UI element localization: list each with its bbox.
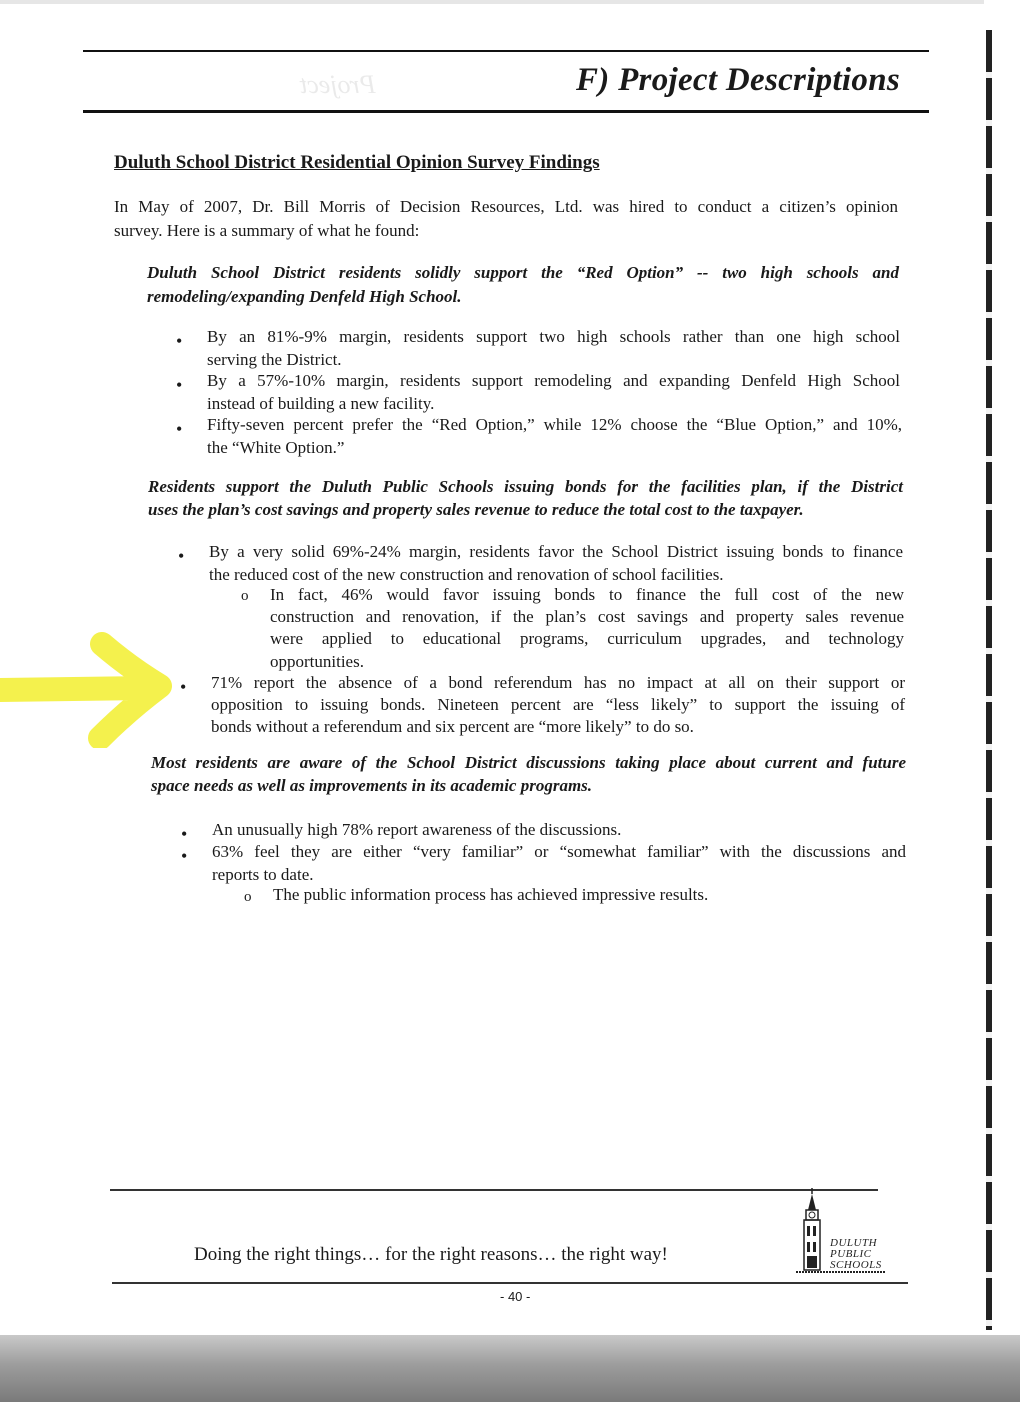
bullet-icon: • [181, 824, 188, 844]
logo-text [830, 1238, 882, 1271]
finding-1-bullet-1-line-2: serving the District. [207, 350, 342, 369]
spiral-binding [986, 30, 992, 1330]
finding-1-bullet-2-line-1: By a 57%-10% margin, residents support remodeling and expanding Denfeld High School [207, 371, 900, 390]
footer-tagline: Doing the right things… for the right reasons… the right way! [194, 1244, 668, 1265]
page-title: F) Project Descriptions [575, 62, 900, 98]
finding-2-bullet-2-line-2: opposition to issuing bonds. Nineteen percent are “less likely” to support the issuing of [211, 695, 905, 714]
highlighter-arrow-icon [0, 628, 200, 748]
footer-bottom-rule [112, 1282, 908, 1284]
finding-1-bullet-2-line-2: instead of building a new facility. [207, 394, 435, 413]
page-number: - 40 - [500, 1289, 531, 1304]
bullet-icon: • [180, 677, 187, 697]
header-top-rule [83, 50, 929, 52]
finding-1-heading-line-2: remodeling/expanding Denfeld High School. [147, 287, 462, 306]
finding-3-heading-line-2: space needs as well as improvements in its academic programs. [151, 776, 593, 795]
bullet-icon: • [178, 546, 185, 566]
finding-2-heading-line-1: Residents support the Duluth Public Schools issuing bonds for the facilities plan, if the District [148, 477, 903, 496]
finding-2-sub-bullet-line-2: construction and renovation, if the plan’s cost savings and property sales revenue [270, 607, 904, 626]
sub-bullet-circle-icon: o [241, 588, 249, 604]
finding-1-bullet-3-line-2: the “White Option.” [207, 438, 345, 457]
finding-2-sub-bullet-line-3: were applied to educational programs, curriculum upgrades, and technology [270, 629, 904, 648]
finding-3-bullet-2-line-1: 63% feel they are either “very familiar” or “somewhat familiar” with the discussions and [212, 842, 906, 861]
finding-3-sub-bullet-line-1: The public information process has achieved impressive results. [273, 885, 709, 904]
header-bottom-rule [83, 110, 929, 113]
logo-line-schools: SCHOOLS [830, 1259, 882, 1271]
finding-3-heading-line-1: Most residents are aware of the School District discussions taking place about current and future [151, 753, 906, 772]
sub-bullet-circle-icon: o [244, 889, 252, 905]
finding-3-bullet-2-line-2: reports to date. [212, 865, 314, 884]
finding-2-sub-bullet-line-4: opportunities. [270, 652, 364, 671]
finding-2-heading-line-2: uses the plan’s cost savings and property sales revenue to reduce the total cost to the taxpayer. [148, 500, 804, 519]
finding-1-bullet-3-line-1: Fifty-seven percent prefer the “Red Option,” while 12% choose the “Blue Option,” and 10%, [207, 415, 902, 434]
bullet-icon: • [176, 331, 183, 351]
logo-line-duluth: DULUTH [830, 1237, 878, 1249]
section-title: Duluth School District Residential Opinion Survey Findings [114, 152, 600, 173]
finding-3-bullet-1-line-1: An unusually high 78% report awareness of the discussions. [212, 820, 622, 839]
finding-2-sub-bullet-line-1: In fact, 46% would favor issuing bonds to finance the full cost of the new [270, 585, 904, 604]
intro-line-2: survey. Here is a summary of what he found: [114, 221, 420, 240]
finding-1-heading-line-1: Duluth School District residents solidly support the “Red Option” -- two high schools and [147, 263, 899, 282]
scan-bottom-shadow [0, 1335, 1020, 1402]
finding-2-bullet-1-line-1: By a very solid 69%-24% margin, residents favor the School District issuing bonds to finance [209, 542, 903, 561]
intro-line-1: In May of 2007, Dr. Bill Morris of Decision Resources, Ltd. was hired to conduct a citizen’s opinion [114, 197, 898, 216]
page-top-edge [0, 0, 984, 4]
finding-2-bullet-2-line-3: bonds without a referendum and six percent are “more likely” to do so. [211, 717, 694, 736]
finding-1-bullet-1-line-1: By an 81%-9% margin, residents support two high schools rather than one high school [207, 327, 900, 346]
finding-2-bullet-2-line-1: 71% report the absence of a bond referendum has no impact at all on their support or [211, 673, 905, 692]
bullet-icon: • [176, 375, 183, 395]
finding-2-bullet-1-line-2: the reduced cost of the new construction and renovation of school facilities. [209, 565, 724, 584]
footer-top-rule [110, 1189, 878, 1191]
bleed-through-ghost-text: Project [300, 70, 376, 99]
bullet-icon: • [181, 846, 188, 866]
bullet-icon: • [176, 419, 183, 439]
logo-line-public: PUBLIC [830, 1248, 872, 1260]
